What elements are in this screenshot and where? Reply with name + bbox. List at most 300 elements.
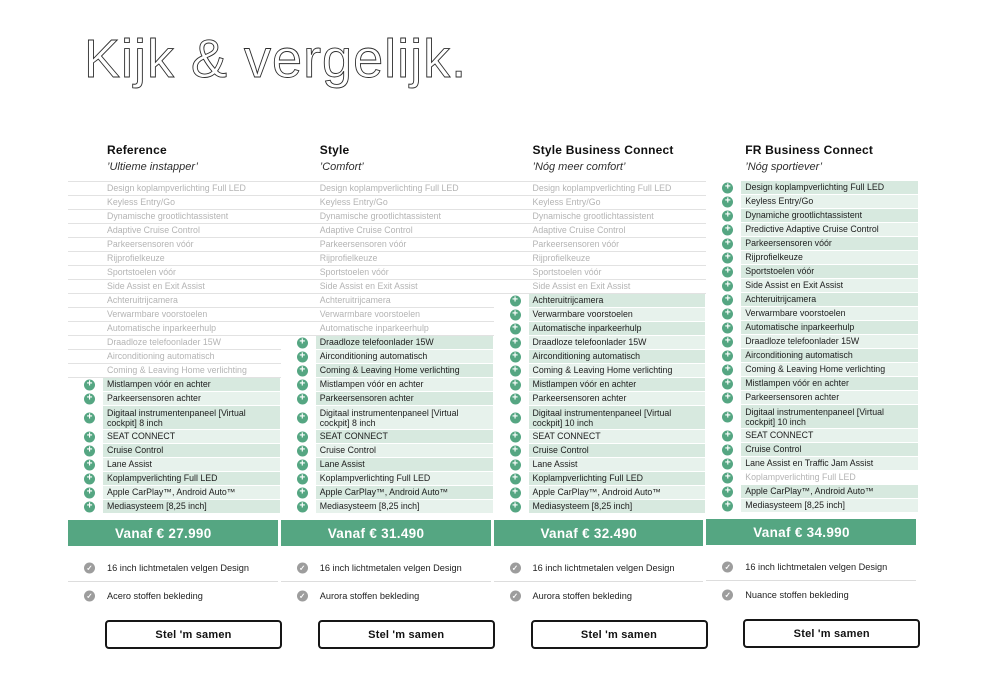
check-icon [722,589,733,600]
plus-icon [297,352,308,363]
trim-header [68,140,281,181]
feature-row [68,458,281,472]
plus-icon [722,351,733,362]
feature-label: Mistlampen vóór en achter [745,378,849,389]
plus-icon [84,413,95,424]
plus-icon [84,380,95,391]
plus-icon [510,338,521,349]
feature-label: Coming & Leaving Home verlichting [319,365,460,376]
plus-icon [297,432,308,443]
feature-label: Automatische inparkeerhulp [745,322,855,333]
plus-icon [84,394,95,405]
plus-icon [510,474,521,485]
feature-label: Airconditioning automatisch [107,350,215,361]
trim-tagline: ’Ultieme instapper’ [107,161,198,173]
feature-row [281,252,494,266]
feature-label: Mediasysteem [8,25 inch] [319,501,420,512]
feature-row [494,500,707,514]
plus-icon [84,460,95,471]
feature-label: Apple CarPlay™, Android Auto™ [107,487,236,498]
configure-button[interactable]: Stel 'm samen [531,620,708,649]
feature-label: Coming & Leaving Home verlichting [532,365,673,376]
feature-label: Adaptive Cruise Control [107,224,200,235]
feature-label: Design koplampverlichting Full LED [745,182,885,193]
plus-icon [297,446,308,457]
feature-row [494,322,707,336]
plus-icon [722,309,733,320]
feature-label: Predictive Adaptive Cruise Control [745,224,879,235]
extra-label: 16 inch lichtmetalen velgen Design [107,563,249,573]
plus-icon [722,267,733,278]
feature-label: Mediasysteem [8,25 inch] [107,501,207,512]
feature-label: Automatische inparkeerhulp [107,322,217,333]
check-icon [510,563,521,574]
feature-row [281,266,494,280]
feature-row [494,294,707,308]
plus-icon [722,393,733,404]
feature-row [281,378,494,392]
feature-label: Apple CarPlay™, Android Auto™ [319,487,449,498]
plus-icon [510,310,521,321]
price-text: Vanaf € 27.990 [115,525,212,541]
feature-row [494,182,707,196]
plus-icon [297,474,308,485]
feature-row [68,364,281,378]
plus-icon [722,323,733,334]
feature-row [706,485,919,499]
plus-icon [722,379,733,390]
feature-row [68,210,281,224]
feature-label: Lane Assist en Traffic Jam Assist [745,458,874,469]
feature-label: Draadloze telefoonlader 15W [745,336,860,347]
trim-column [281,140,494,649]
feature-label: Rijprofielkeuze [319,252,378,263]
feature-row [68,294,281,308]
feature-label: Verwarmbare voorstoelen [319,308,420,319]
plus-icon [297,488,308,499]
feature-row [494,350,707,364]
feature-label: Rijprofielkeuze [107,252,165,263]
feature-label: Digitaal instrumentenpaneel [Virtual cockpit] 10 inch [532,408,672,428]
extra-row [494,582,704,609]
feature-label: Koplampverlichting Full LED [319,473,431,484]
price-bar [68,520,278,546]
feature-row [281,350,494,364]
feature-label: Side Assist en Exit Assist [319,280,418,291]
feature-row [494,210,707,224]
feature-label: Automatische inparkeerhulp [532,323,642,334]
feature-row [68,252,281,266]
plus-icon [722,225,733,236]
check-icon [297,563,308,574]
feature-row [494,238,707,252]
trim-name: Style Business Connect [532,143,674,157]
plus-icon [722,239,733,250]
price-bar [706,519,916,545]
feature-label: Cruise Control [319,445,376,456]
feature-row [706,391,919,405]
feature-row [68,280,281,294]
feature-list [281,181,494,514]
feature-label: SEAT CONNECT [107,431,176,442]
feature-row [281,486,494,500]
feature-row [494,486,707,500]
feature-row [494,252,707,266]
plus-icon [722,431,733,442]
feature-row [68,378,281,392]
feature-label: Coming & Leaving Home verlichting [745,364,886,375]
feature-label: Cruise Control [745,444,802,455]
feature-label: Keyless Entry/Go [319,196,388,207]
plus-icon [84,488,95,499]
feature-row [68,350,281,364]
plus-icon [510,366,521,377]
feature-label: Koplampverlichting Full LED [532,473,643,484]
feature-label: Draadloze telefoonlader 15W [319,337,434,348]
feature-label: Lane Assist [107,459,152,470]
extra-row [706,554,916,581]
feature-row [281,364,494,378]
feature-label: Parkeersensoren vóór [532,238,620,249]
feature-row [68,196,281,210]
feature-label: Parkeersensoren achter [532,393,627,404]
trim-tagline: ’Comfort’ [319,161,364,173]
extra-row [281,555,491,582]
feature-row [706,363,919,377]
price-text: Vanaf € 34.990 [753,524,850,540]
feature-row [706,405,919,429]
extras-list [706,554,919,608]
extra-label: Aurora stoffen bekleding [532,590,632,601]
feature-row [706,195,919,209]
feature-row [281,500,494,514]
feature-row [706,279,919,293]
extra-row [281,582,491,609]
feature-label: Achteruitrijcamera [319,294,391,305]
feature-label: Achteruitrijcamera [745,294,817,305]
feature-label: Keyless Entry/Go [532,196,601,207]
plus-icon [510,460,521,471]
feature-label: Rijprofielkeuze [745,252,803,263]
plus-icon [84,502,95,513]
feature-label: Parkeersensoren achter [107,393,201,404]
feature-row [494,308,707,322]
feature-label: Digitaal instrumentenpaneel [Virtual cockpit] 8 inch [107,408,246,428]
feature-label: Achteruitrijcamera [532,295,604,306]
feature-label: Sportstoelen vóór [745,266,815,277]
feature-label: Side Assist en Exit Assist [532,280,631,291]
feature-label: Parkeersensoren vóór [745,238,832,249]
feature-label: Lane Assist [319,459,365,470]
feature-row [706,307,919,321]
feature-row [68,406,281,430]
feature-label: SEAT CONNECT [532,431,601,442]
trim-header [281,140,494,181]
feature-row [281,392,494,406]
trim-tagline: ’Nóg sportiever’ [745,161,823,173]
feature-row [706,181,919,195]
feature-row [281,196,494,210]
feature-row [281,224,494,238]
feature-row [281,294,494,308]
feature-label: Dynamische grootlichtassistent [107,210,229,221]
feature-label: Verwarmbare voorstoelen [107,308,208,319]
configure-button[interactable]: Stel 'm samen [105,620,282,649]
feature-row [494,406,707,430]
extra-label: 16 inch lichtmetalen velgen Design [319,563,462,573]
plus-icon [722,253,733,264]
feature-label: Adaptive Cruise Control [319,224,413,235]
trim-name: Reference [107,143,167,157]
feature-label: Sportstoelen vóór [319,266,389,277]
feature-row [68,472,281,486]
feature-row [68,430,281,444]
feature-label: Achteruitrijcamera [107,294,178,305]
feature-label: Rijprofielkeuze [532,252,591,263]
feature-row [281,458,494,472]
feature-row [706,377,919,391]
price-text: Vanaf € 32.490 [540,525,638,541]
feature-label: Digitaal instrumentenpaneel [Virtual cockpit] 10 inch [745,407,884,427]
feature-row [494,336,707,350]
feature-label: Airconditioning automatisch [745,350,853,361]
feature-label: Keyless Entry/Go [107,196,175,207]
feature-row [68,322,281,336]
feature-row [68,500,281,514]
plus-icon [722,183,733,194]
feature-row [494,472,707,486]
plus-icon [722,365,733,376]
feature-label: Adaptive Cruise Control [532,224,626,235]
plus-icon [297,460,308,471]
feature-row [494,444,707,458]
plus-icon [297,394,308,405]
extra-row [494,555,704,582]
extras-list [68,555,281,609]
check-icon [297,590,308,601]
extra-row [68,582,278,609]
feature-row [281,280,494,294]
feature-row [68,224,281,238]
feature-label: Parkeersensoren achter [745,392,840,403]
feature-row [281,444,494,458]
extras-list [494,555,707,609]
feature-label: Dynamiche grootlichtassistent [745,210,863,221]
plus-icon [510,296,521,307]
feature-list [68,181,281,514]
trim-tagline: ’Nóg meer comfort’ [532,161,626,173]
extra-label: 16 inch lichtmetalen velgen Design [745,562,888,572]
feature-row [281,336,494,350]
feature-row [494,266,707,280]
price-bar [281,520,491,546]
feature-row [68,444,281,458]
feature-row [494,458,707,472]
extra-row [68,555,278,582]
feature-row [706,237,919,251]
trim-name: Style [319,143,350,157]
feature-label: Koplampverlichting Full LED [745,472,856,483]
feature-row [494,364,707,378]
feature-row [706,223,919,237]
plus-icon [722,337,733,348]
plus-icon [722,295,733,306]
feature-row [706,429,919,443]
feature-row [68,238,281,252]
plus-icon [297,502,308,513]
feature-row [281,238,494,252]
feature-list [494,181,707,514]
plus-icon [510,352,521,363]
feature-row [706,293,919,307]
price-bar [494,520,704,546]
feature-label: Parkeersensoren achter [319,393,414,404]
feature-label: Airconditioning automatisch [319,351,428,362]
feature-label: Verwarmbare voorstoelen [745,308,846,319]
plus-icon [510,488,521,499]
comparison-table [68,140,919,649]
feature-label: SEAT CONNECT [745,430,814,441]
feature-row [68,266,281,280]
plus-icon [722,281,733,292]
feature-label: Draadloze telefoonlader 15W [107,336,221,347]
plus-icon [722,197,733,208]
feature-row [494,224,707,238]
feature-label: Keyless Entry/Go [745,196,814,207]
feature-row [706,457,919,471]
feature-label: Side Assist en Exit Assist [745,280,844,291]
feature-row [706,499,919,513]
feature-label: Dynamische grootlichtassistent [532,210,654,221]
extra-label: Nuance stoffen bekleding [745,589,849,600]
feature-row [68,486,281,500]
plus-icon [722,501,733,512]
feature-row [494,196,707,210]
feature-row [706,443,919,457]
feature-label: Sportstoelen vóór [107,266,176,277]
feature-label: Mistlampen vóór en achter [532,379,637,390]
feature-row [706,265,919,279]
plus-icon [510,394,521,405]
feature-label: Design koplampverlichting Full LED [107,182,246,193]
feature-label: Design koplampverlichting Full LED [319,182,459,193]
feature-label: Draadloze telefoonlader 15W [532,337,647,348]
feature-row [494,430,707,444]
feature-label: Coming & Leaving Home verlichting [107,364,247,375]
price-text: Vanaf € 31.490 [327,525,425,541]
check-icon [722,562,733,573]
plus-icon [722,211,733,222]
feature-label: Apple CarPlay™, Android Auto™ [532,487,662,498]
plus-icon [84,474,95,485]
plus-icon [297,366,308,377]
trim-column [494,140,707,649]
feature-row [706,335,919,349]
feature-label: Dynamische grootlichtassistent [319,210,442,221]
feature-label: Cruise Control [107,445,164,456]
trim-column [706,140,919,649]
feature-row [281,430,494,444]
plus-icon [297,413,308,424]
plus-icon [722,487,733,498]
feature-label: Verwarmbare voorstoelen [532,309,633,320]
feature-label: Mediasysteem [8,25 inch] [745,500,845,511]
feature-row [706,349,919,363]
feature-row [706,209,919,223]
plus-icon [510,446,521,457]
feature-label: Sportstoelen vóór [532,266,602,277]
feature-row [706,251,919,265]
feature-label: Digitaal instrumentenpaneel [Virtual cockpit] 8 inch [319,408,459,428]
feature-row [706,321,919,335]
check-icon [84,563,95,574]
plus-icon [84,432,95,443]
page-title: Kijk & vergelijk. [84,29,468,89]
feature-row [494,378,707,392]
check-icon [510,590,521,601]
extra-label: Acero stoffen bekleding [107,590,203,601]
plus-icon [510,380,521,391]
feature-row [494,280,707,294]
feature-label: Design koplampverlichting Full LED [532,182,672,193]
trim-header [706,140,919,181]
feature-row [281,308,494,322]
feature-row [68,336,281,350]
feature-label: Parkeersensoren vóór [319,238,407,249]
plus-icon [510,432,521,443]
trim-column [68,140,281,649]
feature-label: Apple CarPlay™, Android Auto™ [745,486,874,497]
configure-button[interactable]: Stel 'm samen [743,619,920,648]
feature-row [494,392,707,406]
extra-label: Aurora stoffen bekleding [319,590,420,601]
configure-button[interactable]: Stel 'm samen [318,620,495,649]
plus-icon [722,445,733,456]
feature-label: Airconditioning automatisch [532,351,641,362]
feature-row [281,406,494,430]
extras-list [281,555,494,609]
feature-row [281,182,494,196]
plus-icon [722,459,733,470]
feature-label: Mediasysteem [8,25 inch] [532,501,633,512]
plus-icon [297,338,308,349]
plus-icon [297,380,308,391]
plus-icon [722,412,733,423]
extra-row [706,581,916,608]
feature-row [68,182,281,196]
feature-label: SEAT CONNECT [319,431,388,442]
feature-label: Mistlampen vóór en achter [319,379,424,390]
feature-row [68,392,281,406]
plus-icon [510,502,521,513]
extra-label: 16 inch lichtmetalen velgen Design [532,563,675,573]
feature-row [281,322,494,336]
feature-label: Lane Assist [532,459,578,470]
feature-label: Automatische inparkeerhulp [319,322,429,333]
feature-label: Mistlampen vóór en achter [107,379,211,390]
feature-list [706,181,919,513]
plus-icon [84,446,95,457]
feature-label: Cruise Control [532,445,589,456]
feature-label: Parkeersensoren vóór [107,238,194,249]
feature-row [281,210,494,224]
feature-row [706,471,919,485]
feature-row [68,308,281,322]
trim-name: FR Business Connect [745,143,874,157]
check-icon [84,590,95,601]
plus-icon [722,473,733,484]
feature-label: Side Assist en Exit Assist [107,280,205,291]
